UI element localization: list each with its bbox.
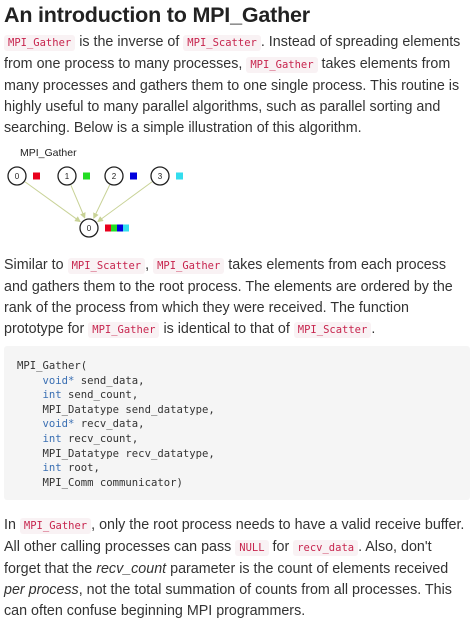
gathered-element bbox=[105, 225, 111, 232]
intro-paragraph bbox=[4, 32, 470, 139]
inline-code: NULL bbox=[235, 540, 268, 556]
gathered-element bbox=[117, 225, 123, 232]
process-rank-label: 3 bbox=[157, 172, 163, 181]
text-span: parameter is the count of elements received bbox=[166, 561, 449, 577]
text-span: is the inverse of bbox=[75, 34, 184, 50]
emphasis: recv_count bbox=[96, 561, 167, 577]
diagram-label: MPI_Gather bbox=[20, 147, 77, 159]
code-text: recv_data, bbox=[74, 418, 145, 431]
code-prototype bbox=[17, 359, 215, 490]
code-line bbox=[17, 374, 215, 389]
code-keyword: void* bbox=[42, 374, 75, 387]
gather-diagram bbox=[0, 142, 220, 242]
code-keyword: int bbox=[42, 462, 62, 475]
code-block bbox=[4, 346, 470, 500]
code-keyword: void* bbox=[42, 418, 75, 431]
inline-code: MPI_Scatter bbox=[294, 322, 372, 338]
data-element bbox=[130, 173, 137, 180]
gather-arrow bbox=[94, 185, 110, 218]
code-keyword: int bbox=[42, 389, 62, 402]
text-span: takes elements from each process and gathers them to the root process. The elements are ordered by the rank of the process from which they were received. The function prototype for bbox=[4, 257, 453, 337]
diagram-root bbox=[80, 219, 129, 237]
code-line bbox=[17, 461, 215, 476]
third-paragraph bbox=[4, 515, 470, 622]
code-text: send_count, bbox=[61, 389, 139, 402]
code-text: MPI_Gather( bbox=[17, 360, 88, 372]
code-line bbox=[17, 417, 215, 432]
text-span: . Instead of spreading elements from one process to many processes, bbox=[4, 34, 461, 72]
data-element bbox=[176, 173, 183, 180]
code-text: recv_count, bbox=[61, 432, 139, 445]
code-text: MPI_Comm communicator) bbox=[42, 476, 183, 489]
text-span: Similar to bbox=[4, 257, 68, 273]
code-line bbox=[17, 359, 215, 374]
process-rank-label: 0 bbox=[14, 172, 20, 181]
code-line bbox=[17, 447, 215, 462]
text-span: is identical to that of bbox=[159, 321, 294, 337]
code-line bbox=[17, 403, 215, 418]
gathered-element bbox=[111, 225, 117, 232]
gathered-element bbox=[123, 225, 129, 232]
code-keyword: int bbox=[42, 432, 62, 445]
inline-code: recv_data bbox=[293, 540, 358, 556]
root-rank-label: 0 bbox=[86, 224, 92, 233]
second-paragraph bbox=[4, 255, 470, 341]
diagram-nodes bbox=[8, 167, 183, 185]
text-span: . Also, don't forget that the bbox=[4, 539, 432, 577]
code-line bbox=[17, 388, 215, 403]
inline-code: MPI_Scatter bbox=[68, 258, 146, 274]
process-rank-label: 1 bbox=[64, 172, 70, 181]
text-span: , only the root process needs to have a valid receive buffer. All other calling processes can pass bbox=[4, 517, 465, 555]
data-element bbox=[83, 173, 90, 180]
inline-code: MPI_Gather bbox=[4, 35, 75, 51]
inline-code: MPI_Scatter bbox=[183, 35, 261, 51]
code-text: root, bbox=[61, 462, 100, 475]
inline-code: MPI_Gather bbox=[88, 322, 159, 338]
diagram-arrows bbox=[25, 182, 152, 222]
data-element bbox=[33, 173, 40, 180]
code-text: MPI_Datatype recv_datatype, bbox=[42, 447, 215, 460]
text-span: , bbox=[145, 257, 154, 273]
code-text: MPI_Datatype send_datatype, bbox=[42, 403, 215, 416]
inline-code: MPI_Gather bbox=[153, 258, 224, 274]
process-rank-label: 2 bbox=[111, 172, 117, 181]
emphasis: per process bbox=[4, 582, 79, 598]
text-span: , not the total summation of counts from all processes. This can often confuse beginning MPI programmers. bbox=[4, 582, 452, 619]
code-line bbox=[17, 476, 215, 491]
text-span: for bbox=[268, 539, 294, 555]
text-span: . bbox=[371, 321, 376, 337]
gather-arrow bbox=[71, 185, 85, 218]
text-span: takes elements from many processes and gathers them to one single process. This routine is highly useful to many parallel algorithms, such as parallel sorting and searching. Below is a simple illustration of this algorithm. bbox=[4, 56, 460, 136]
inline-code: MPI_Gather bbox=[20, 518, 91, 534]
text-span: In bbox=[4, 517, 20, 533]
gather-arrow bbox=[98, 182, 152, 222]
code-text: send_data, bbox=[74, 374, 145, 387]
code-line bbox=[17, 432, 215, 447]
page-title: An introduction to MPI_Gather bbox=[4, 3, 310, 27]
inline-code: MPI_Gather bbox=[246, 57, 317, 73]
